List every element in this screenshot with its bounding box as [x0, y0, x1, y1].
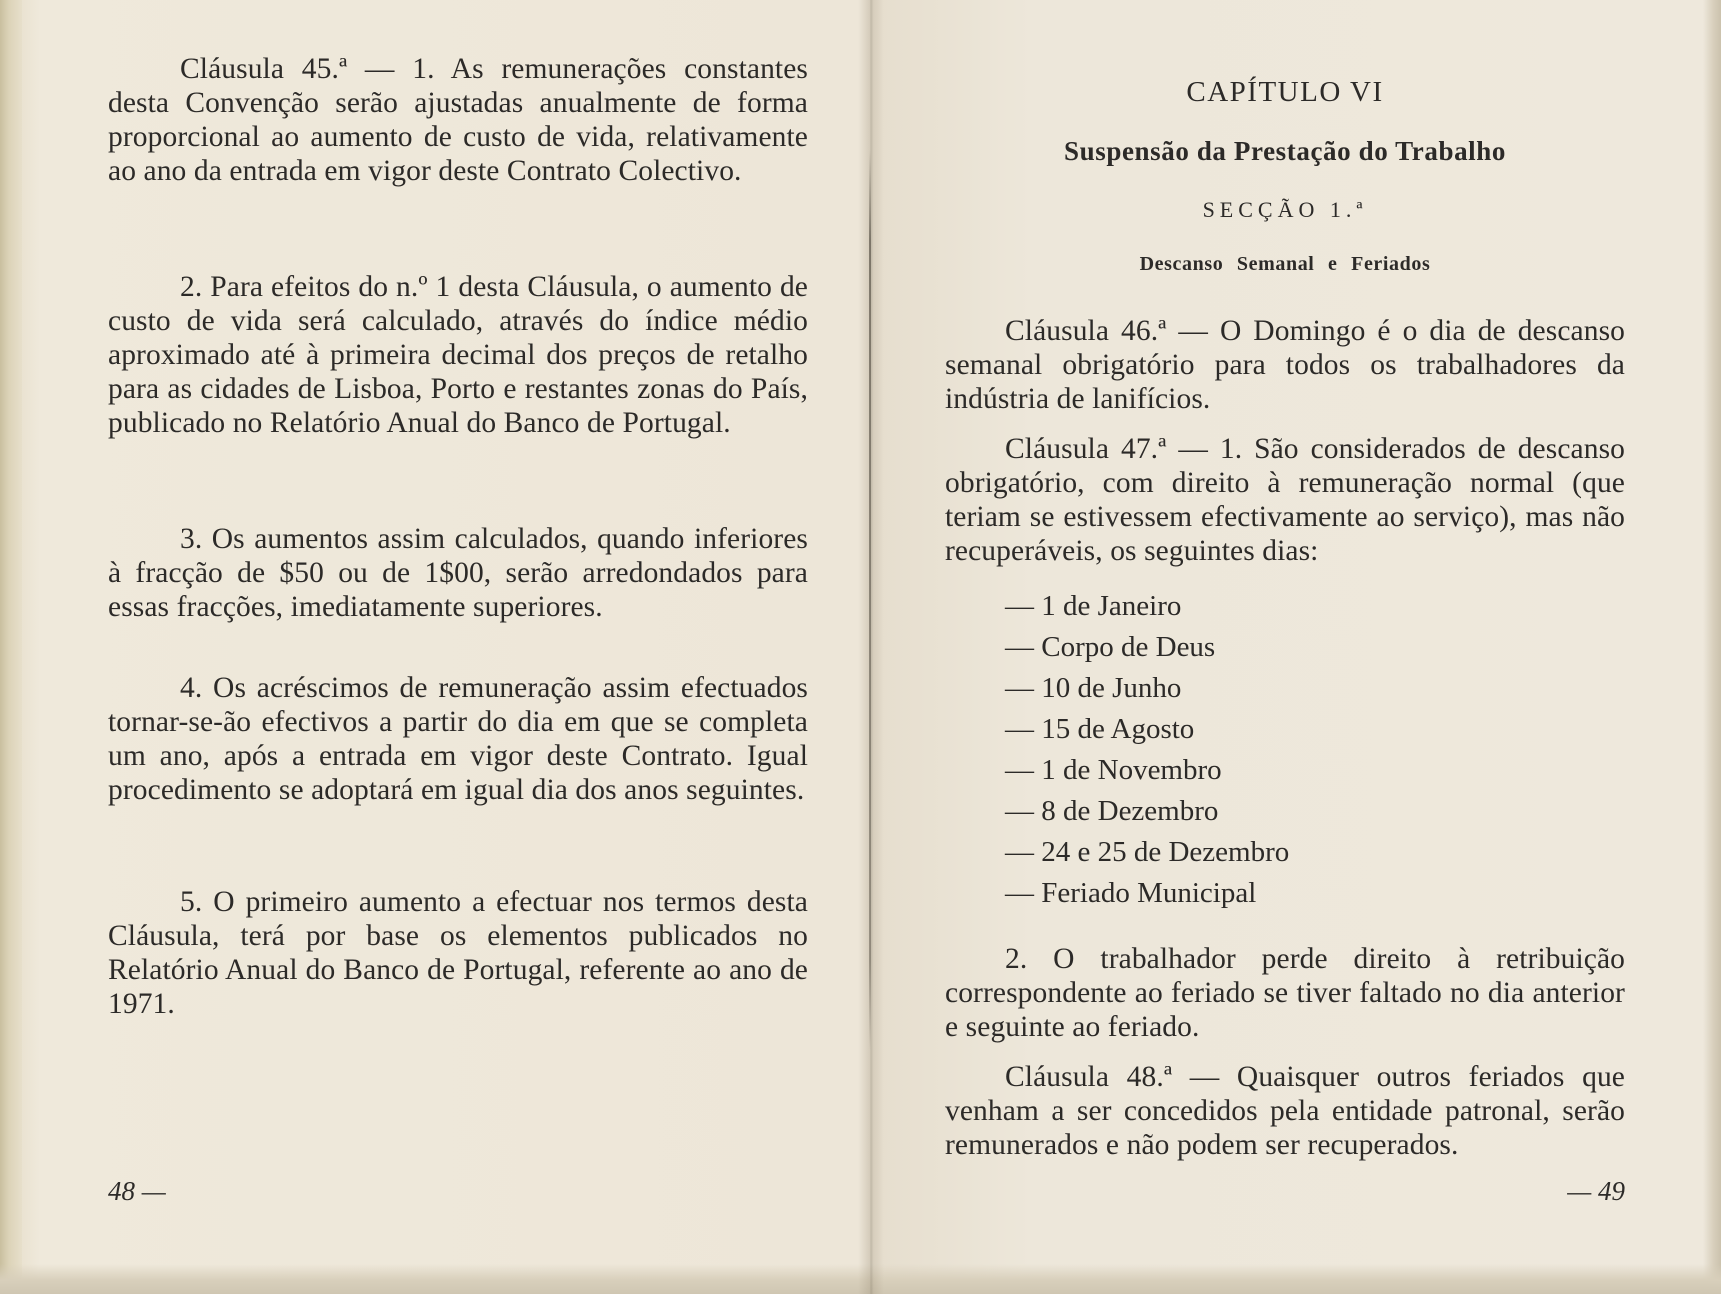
- section-title: Descanso Semanal e Feriados: [1139, 253, 1431, 275]
- list-item: — 15 de Agosto: [1005, 713, 1195, 745]
- clause-45-paragraph-5: 5. O primeiro aumento a efectuar nos termos desta Cláusula, terá por base os elementos publicados no Relatório Anual do Banco de Portugal, referente ao ano de 1971.: [108, 886, 808, 1020]
- book-gutter: [858, 0, 884, 1294]
- page-edge-right: [1703, 0, 1721, 1294]
- section-heading: SECÇÃO 1.ª: [1202, 197, 1368, 222]
- list-item: — 10 de Junho: [1005, 672, 1182, 704]
- list-item: — 24 e 25 de Dezembro: [1005, 836, 1290, 868]
- clause-46-paragraph: Cláusula 46.ª — O Domingo é o dia de descanso semanal obrigatório para todos os trabalhadores da indústria de lanifícios.: [945, 315, 1625, 415]
- clause-45-paragraph-3: 3. Os aumentos assim calculados, quando inferiores à fracção de $50 ou de 1$00, serão arredondados para essas fracções, imediatamente superiores.: [108, 523, 808, 623]
- page-number-left: 48 —: [108, 1176, 166, 1206]
- left-page: [108, 0, 808, 1294]
- list-item: — 8 de Dezembro: [1005, 795, 1219, 827]
- chapter-heading: CAPÍTULO VI: [1186, 76, 1384, 108]
- page-edge-left: [0, 0, 22, 1294]
- list-item: — Feriado Municipal: [1005, 877, 1257, 909]
- list-item: — 1 de Janeiro: [1005, 590, 1182, 622]
- clause-47-paragraph-2: 2. O trabalhador perde direito à retribuição correspondente ao feriado se tiver faltado no dia anterior e seguinte ao feriado.: [945, 943, 1625, 1043]
- list-item: — Corpo de Deus: [1005, 631, 1216, 663]
- gutter-binding-line: [869, 150, 871, 1050]
- clause-47-paragraph-1: Cláusula 47.ª — 1. São considerados de descanso obrigatório, com direito à remuneração normal (que teriam se estivessem efectivamente ao serviço), mas não recuperáveis, os seguintes dias:: [945, 433, 1625, 567]
- right-page: [945, 0, 1625, 1294]
- list-item: — 1 de Novembro: [1005, 754, 1222, 786]
- chapter-title: Suspensão da Prestação do Trabalho: [1064, 136, 1506, 166]
- holiday-list: [1005, 586, 1289, 914]
- clause-45-paragraph-1: Cláusula 45.ª — 1. As remunerações constantes desta Convenção serão ajustadas anualmente de forma proporcional ao aumento de custo de vida, relativamente ao ano da entrada em vigor deste Contrato Colectivo.: [108, 53, 808, 187]
- clause-45-paragraph-4: 4. Os acréscimos de remuneração assim efectuados tornar-se-ão efectivos a partir do dia em que se completa um ano, após a entrada em vigor deste Contrato. Igual procedimento se adoptará em igual dia dos anos seguintes.: [108, 672, 808, 806]
- clause-48-paragraph: Cláusula 48.ª — Quaisquer outros feriados que venham a ser concedidos pela entidade patronal, serão remunerados e não podem ser recuperados.: [945, 1061, 1625, 1161]
- page-number-right: — 49: [1567, 1176, 1625, 1206]
- clause-45-paragraph-2: 2. Para efeitos do n.º 1 desta Cláusula, o aumento de custo de vida será calculado, através do índice médio aproximado até à primeira decimal dos preços de retalho para as cidades de Lisboa, Porto e restantes zonas do País, publicado no Relatório Anual do Banco de Portugal.: [108, 271, 808, 439]
